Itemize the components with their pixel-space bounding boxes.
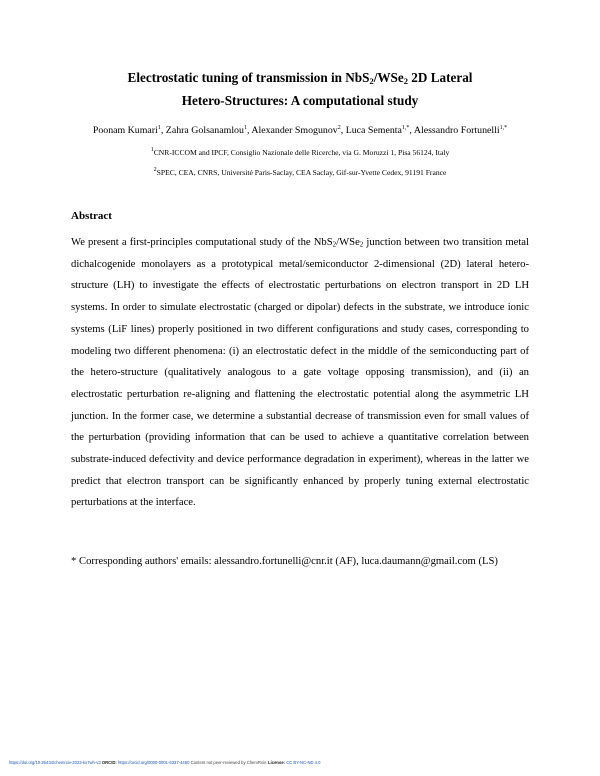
paper-title bbox=[60, 66, 540, 112]
abstract-heading: Abstract bbox=[71, 210, 112, 222]
license-link[interactable]: CC BY-NC-ND 4.0 bbox=[286, 760, 321, 765]
doi-link[interactable]: https://doi.org/10.26434/chemrxiv-2023-kx7wh-v3 bbox=[9, 760, 101, 765]
affiliation-1: $^1$CNR-ICCOM and IPCF, Consiglio Nazionale delle Ricerche, via G. Moruzzi 1, Pisa 56124, Italy bbox=[150, 147, 450, 157]
author: Zahra Golsanamlou$^1$, bbox=[165, 125, 252, 136]
abstract-body: We present a first-principles computational study of the NbS$_2$/WSe$_2$ junction between two transition metal dichalcogenide monolayers as a prototypical metal/semiconductor 2-dimensional (2D) lateral hetero-structure (LH) to investigate the effects of electrostatic perturbations on electron transport in 2D LH systems. In order to simulate electrostatic (charged or dipolar) defects in the substrate, we introduce ionic systems (LiF lines) properly positioned in two different configurations and study cases, corresponding to modeling two different phenomena: (i) an electrostatic defect in the middle of the semiconducting part of the hetero-structure (qualitatively analogous to a gate voltage opposing transmission), and (ii) an electrostatic perturbation re-aligning and flattening the electrostatic potential along the asymmetric LH junction. In the former case, we determine a substantial decrease of transmission even for small values of the perturbation (providing information that can be used to achieve a quantitative correlation between substrate-induced defectivity and device performance degradation in experiment), whereas in the latter we predict that electron transport can be significantly enhanced by properly tuning external electrostatic perturbations at the interface. bbox=[71, 237, 529, 509]
author-list bbox=[40, 125, 560, 136]
orcid-link[interactable]: https://orcid.org/0000-0001-5337-4450 bbox=[117, 760, 190, 765]
author: Alexander Smogunov$^2$, bbox=[251, 125, 346, 136]
title-line2: Hetero-Structures: A computational study bbox=[181, 93, 419, 108]
peer-review-note: Content not peer-reviewed by ChemRxiv. bbox=[190, 760, 267, 765]
author: Poonam Kumari$^1$, bbox=[92, 125, 166, 136]
license-label: License: bbox=[268, 760, 286, 765]
chemrxiv-footer bbox=[9, 760, 594, 765]
orcid-label: ORCID: bbox=[101, 760, 117, 765]
corresponding-author-footnote: * Corresponding authors' emails: alessandro.fortunelli@cnr.it (AF), luca.daumann@gmail.com (LS) bbox=[71, 556, 498, 567]
title-line1: Electrostatic tuning of transmission in NbS$_2$/WSe$_2$ 2D Lateral bbox=[127, 70, 473, 86]
affiliation-2: $^2$SPEC, CEA, CNRS, Université Paris-Saclay, CEA Saclay, Gif-sur-Yvette Cedex, 91191 France bbox=[153, 167, 447, 177]
author: Luca Sementa$^{1,*}$, bbox=[345, 125, 414, 136]
author: Alessandro Fortunelli$^{1,*}$ bbox=[413, 125, 508, 136]
